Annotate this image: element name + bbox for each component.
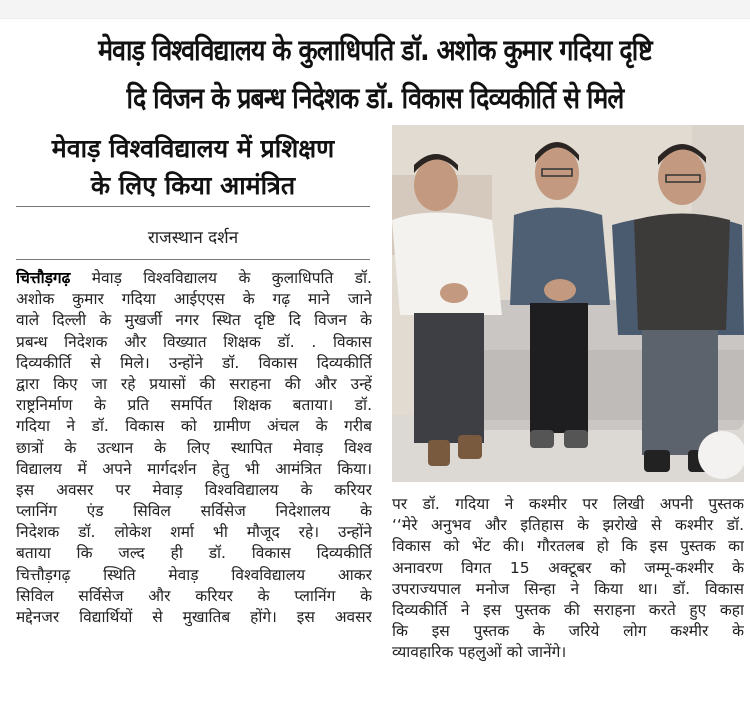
body-line: पर डॉ. गदिया ने कश्मीर पर लिखी अपनी पुस्तक — [392, 495, 744, 513]
body-line: चित्तौड़गढ़ मेवाड़ विश्वविद्यालय के कुलाधिपति डॉ. — [16, 269, 372, 287]
subheadline-line: के लिए किया आमंत्रित — [90, 171, 296, 200]
body-line: विद्यालय में अपने मार्गदर्शन हेतु भी आमंत्रित किया। — [16, 459, 372, 478]
headline-line: दि विजन के प्रबन्ध निदेशक डॉ. विकास दिव्यकीर्ति से मिले — [126, 81, 624, 115]
body-line: मद्देनजर विद्यार्थियों से मुखातिब होंगे। इस अवसर — [16, 608, 372, 626]
body-line: गदिया ने डॉ. विकास को ग्रामीण अंचल के गरीब — [16, 417, 372, 436]
body-line: विकास को भेंट की। गौरतलब हो कि इस पुस्तक का — [392, 537, 744, 556]
photo-illustration — [392, 125, 744, 482]
body-line: चित्तौड़गढ़ स्थिति मेवाड़ विश्वविद्यालय आकर — [16, 565, 372, 584]
body-line: निदेशक डॉ. लोकेश शर्मा भी मौजूद रहे। उन्होंने — [16, 523, 372, 542]
body-line: ‘‘मेरे अनुभव और इतिहास के झरोखे से कश्मीर डॉ. — [392, 516, 744, 535]
body-line: सिविल सर्विसेज और करियर के प्लानिंग के — [16, 586, 372, 605]
body-line: राष्ट्रनिर्माण के प्रति समर्पित शिक्षक बताया। डॉ. — [16, 396, 372, 415]
headline — [53, 26, 698, 122]
divider — [16, 206, 370, 207]
body-line: द्वारा किए जा रहे प्रयासों की सराहना की और उन्हें — [16, 374, 372, 393]
body-line: छात्रों के उत्थान के लिए स्थापित मेवाड़ विश्व — [16, 438, 372, 457]
headline-line: मेवाड़ विश्वविद्यालय के कुलाधिपति डॉ. अशोक कुमार गदिया दृष्टि — [98, 33, 652, 67]
byline: राजस्थान दर्शन — [147, 228, 239, 248]
body-line: व्यावहारिक पहलुओं को जानेंगे। — [392, 643, 567, 662]
subheadline — [14, 130, 372, 204]
body-line: वाले दिल्ली के मुखर्जी नगर स्थित दृष्टि दि विजन के — [16, 311, 372, 330]
divider — [16, 259, 370, 260]
body-line: अशोक कुमार गदिया आईएएस के गढ़ माने जाने — [16, 290, 372, 309]
article-body-right-column — [392, 494, 744, 664]
body-line: इस अवसर पर मेवाड़ विश्वविद्यालय के करियर — [16, 480, 372, 499]
body-line: अनावरण विगत 15 अक्टूबर को जम्मू-कश्मीर के — [392, 558, 744, 577]
article-body-left-column — [16, 268, 372, 628]
news-photo — [392, 125, 744, 482]
body-line: कि इस पुस्तक के जरिये लोग कश्मीर के — [392, 622, 744, 641]
body-line: बताया कि जल्द ही डॉ. विकास दिव्यकीर्ति — [16, 544, 372, 563]
body-line: प्लानिंग एंड सिविल सर्विसेज निदेशालय के — [16, 502, 372, 521]
body-line: प्रबन्ध निदेशक और विख्यात शिक्षक डॉ. . विकास — [16, 332, 372, 351]
body-line: दिव्यकीर्ति ने इस पुस्तक की सराहना करते हुए कहा — [392, 600, 744, 619]
subheadline-line: मेवाड़ विश्वविद्यालय में प्रशिक्षण — [51, 134, 335, 163]
body-line: दिव्यकीर्ति से मिले। उन्होंने डॉ. विकास दिव्यकीर्ति — [16, 353, 372, 372]
body-line: उपराज्यपाल मनोज सिन्हा ने किया था। डॉ. विकास — [392, 579, 744, 598]
top-strip — [0, 0, 750, 19]
dateline: चित्तौड़गढ़ — [16, 269, 71, 287]
